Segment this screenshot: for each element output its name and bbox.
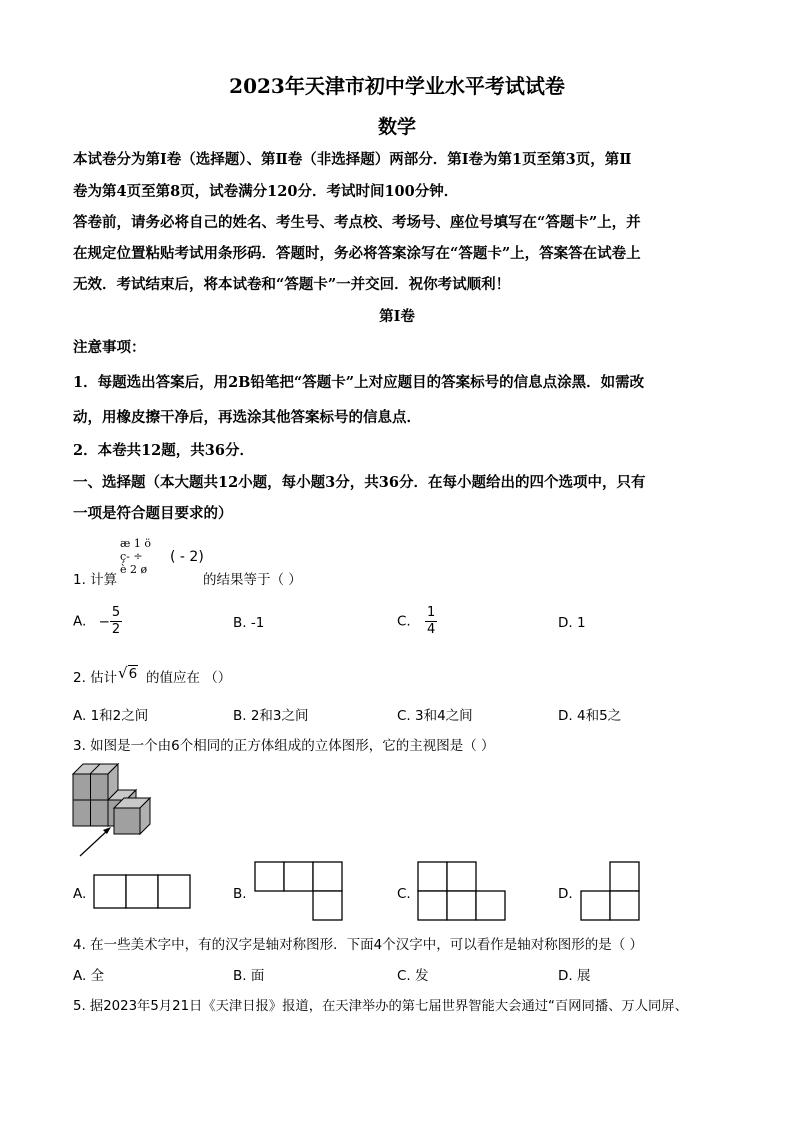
intro-line-1: 本试卷分为第Ⅰ卷（选择题）、第Ⅱ卷（非选择题）两部分．第Ⅰ卷为第1页至第3页，第Ⅱ — [73, 151, 632, 168]
q1-option-a-denominator: 2 — [111, 622, 121, 637]
intro-line-4: 在规定位置粘贴考试用条形码．答题时，务必将答案涂写在“答题卡”上，答案答在试卷上 — [73, 245, 641, 262]
q3-option-c-figure — [417, 861, 509, 923]
q2-prefix: 2. 估计 — [73, 670, 118, 686]
q1-option-d: D. 1 — [558, 615, 586, 631]
notes-heading: 注意事项： — [73, 339, 146, 356]
part1-line-1: 一、选择题（本大题共12小题，每小题3分，共36分．在每小题给出的四个选项中，只有 — [73, 474, 646, 491]
intro-line-2: 卷为第4页至第8页，试卷满分120分．考试时间100分钟． — [73, 183, 459, 200]
page-title: 2023年天津市初中学业水平考试试卷 — [229, 74, 565, 98]
subject-title: 数学 — [377, 116, 416, 138]
q3-option-d-label: D. — [558, 886, 573, 902]
note-1-line-1: 1．每题选出答案后，用2B铅笔把“答题卡”上对应题目的答案标号的信息点涂黑．如需改 — [73, 374, 645, 391]
q1-expr-bot: è 2 ø — [120, 563, 148, 576]
q3-text: 3. 如图是一个由6个相同的正方体组成的立体图形，它的主视图是（ ） — [73, 738, 495, 754]
q3-option-a-figure — [93, 874, 193, 910]
q2-option-c: C. 3和4之间 — [397, 708, 473, 724]
cube-solid-figure — [70, 760, 170, 860]
q1-expr-tail: ( - 2) — [170, 549, 204, 565]
q1-option-a-sign: − — [98, 613, 110, 630]
q2-option-b: B. 2和3之间 — [233, 708, 309, 724]
q1-option-c-label: C. — [397, 613, 411, 630]
q3-option-b-label: B. — [233, 886, 247, 902]
q4-option-a: A. 全 — [73, 968, 105, 984]
note-1-line-2: 动，用橡皮擦干净后，再选涂其他答案标号的信息点． — [73, 409, 421, 426]
q1-option-c-numerator: 1 — [427, 605, 436, 620]
sqrt-sign-icon: √ — [118, 664, 128, 682]
q4-option-b: B. 面 — [233, 968, 265, 984]
q2-option-d: D. 4和5之 — [558, 708, 622, 724]
q1-option-b: B. -1 — [233, 615, 265, 631]
q2-suffix: 的值应在 （） — [146, 670, 232, 686]
intro-line-5: 无效．考试结束后，将本试卷和“答题卡”一并交回．祝你考试顺利！ — [73, 276, 511, 293]
q5-text: 5. 据2023年5月21日《天津日报》报道，在天津举办的第七届世界智能大会通过“百网同播、万人同屏、 — [73, 999, 688, 1014]
q3-option-b-figure — [254, 861, 346, 923]
q1-expr-top: æ 1 ö — [120, 537, 151, 550]
part1-line-2: 一项是符合题目要求的） — [73, 505, 233, 522]
q2-option-a: A. 1和2之间 — [73, 708, 149, 724]
q1-expr-mid: ç- ÷ — [120, 550, 143, 563]
q1-option-a-label: A. — [73, 613, 87, 630]
q2-radicand: 6 — [128, 666, 138, 682]
section-title: 第Ⅰ卷 — [379, 308, 415, 325]
q1-option-c-fraction — [425, 605, 437, 638]
q4-option-d: D. 展 — [558, 968, 591, 984]
q3-option-a-label: A. — [73, 886, 87, 902]
q1-option-a — [73, 605, 122, 638]
q4-option-c: C. 发 — [397, 968, 429, 984]
q1-option-a-numerator: 5 — [111, 605, 121, 620]
q1-option-c — [397, 605, 437, 638]
q1-prefix: 1. 计算 — [73, 572, 118, 588]
q3-option-d-figure — [580, 861, 642, 923]
q2-radical — [118, 664, 138, 682]
intro-line-3: 答卷前，请务必将自己的姓名、考生号、考点校、考场号、座位号填写在“答题卡”上，并 — [73, 214, 641, 231]
q1-option-a-fraction — [110, 605, 122, 638]
q1-option-c-denominator: 4 — [427, 622, 436, 637]
q4-text: 4. 在一些美术字中，有的汉字是轴对称图形．下面4个汉字中，可以看作是轴对称图形的是（ ） — [73, 937, 644, 953]
q1-suffix: 的结果等于（ ） — [203, 572, 302, 588]
q3-option-c-label: C. — [397, 886, 411, 902]
note-2: 2．本卷共12题，共36分． — [73, 442, 254, 459]
